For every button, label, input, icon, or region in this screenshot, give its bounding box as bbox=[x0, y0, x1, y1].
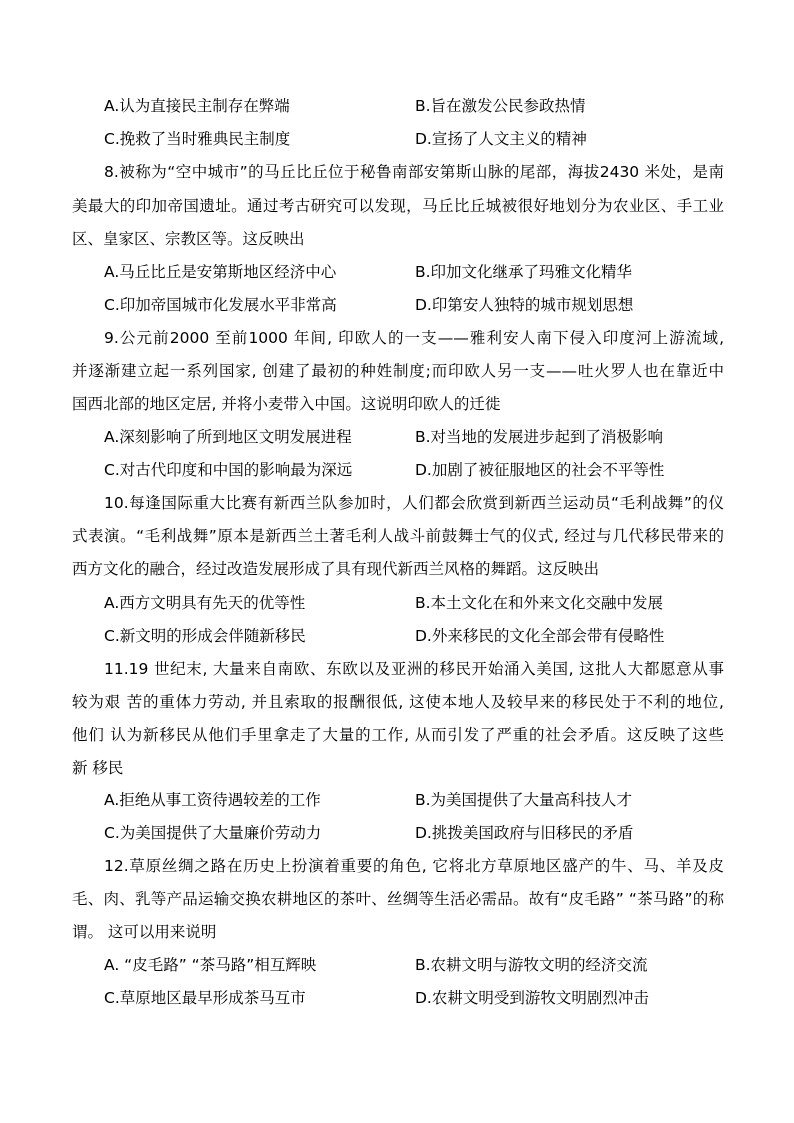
q10-option-d: D.外来移民的文化全部会带有侵略性 bbox=[415, 627, 665, 645]
q8-stem-line-2: 美最大的印加帝国遗址。通过考古研究可以发现，马丘比丘城被很好地划分为农业区、手工业 bbox=[72, 197, 724, 215]
q11-option-d: D.挑拨美国政府与旧移民的矛盾 bbox=[415, 824, 634, 842]
q7-option-d: D.宣扬了人文主义的精神 bbox=[415, 130, 587, 148]
q11-option-a: A.拒绝从事工资待遇较差的工作 bbox=[104, 791, 321, 809]
q9-stem-line-2: 并逐渐建立起一系列国家, 创建了最初的种姓制度;而印欧人另一支——吐火罗人也在靠近中 bbox=[72, 362, 724, 380]
q10-option-a: A.西方文明具有先天的优等性 bbox=[104, 594, 306, 612]
q10-option-b: B.本土文化在和外来文化交融中发展 bbox=[415, 594, 664, 612]
q8-stem-line-3: 区、皇家区、宗教区等。这反映出 bbox=[72, 230, 305, 248]
q11-stem-line-1: 11.19 世纪末, 大量来自南欧、东欧以及亚洲的移民开始涌入美国, 这批人大都愿意从事 bbox=[104, 660, 724, 678]
q8-option-b: B.印加文化继承了玛雅文化精华 bbox=[415, 263, 633, 281]
q7-option-a: A.认为直接民主制存在弊端 bbox=[104, 97, 290, 115]
q9-stem-line-1: 9.公元前2000 至前1000 年间, 印欧人的一支——雅利安人南下侵入印度河上游流域, bbox=[104, 329, 724, 347]
q9-option-c: C.对古代印度和中国的影响最为深远 bbox=[104, 461, 353, 479]
q11-stem-line-2: 较为艰 苦的重体力劳动, 并且索取的报酬很低, 这使本地人及较早来的移民处于不利的地位, bbox=[72, 693, 724, 711]
q9-option-a: A.深刻影响了所到地区文明发展进程 bbox=[104, 428, 352, 446]
q7-option-c: C.挽救了当时雅典民主制度 bbox=[104, 130, 291, 148]
q7-option-b: B.旨在激发公民参政热情 bbox=[415, 97, 586, 115]
q8-option-a: A.马丘比丘是安第斯地区经济中心 bbox=[104, 263, 337, 281]
q11-option-b: B.为美国提供了大量高科技人才 bbox=[415, 791, 633, 809]
q12-option-c: C.草原地区最早形成茶马互市 bbox=[104, 989, 306, 1007]
q12-stem-line-2: 毛、肉、乳等产品运输交换农耕地区的茶叶、丝绸等生活必需品。故有“皮毛路” “茶马路”的称 bbox=[72, 890, 724, 908]
q11-option-c: C.为美国提供了大量廉价劳动力 bbox=[104, 824, 322, 842]
q12-option-a: A. “皮毛路” “茶马路”相互辉映 bbox=[104, 956, 317, 974]
q8-option-c: C.印加帝国城市化发展水平非常高 bbox=[104, 296, 337, 314]
q8-option-d: D.印第安人独特的城市规划思想 bbox=[415, 296, 634, 314]
q10-stem-line-2: 式表演。“毛利战舞”原本是新西兰土著毛利人战斗前鼓舞士气的仪式, 经过与几代移民带来的 bbox=[72, 527, 724, 545]
q8-stem-line-1: 8.被称为“空中城市”的马丘比丘位于秘鲁南部安第斯山脉的尾部，海拔2430 米处，是南 bbox=[104, 163, 724, 181]
q10-option-c: C.新文明的形成会伴随新移民 bbox=[104, 627, 306, 645]
q12-stem-line-3: 谓。 这可以用来说明 bbox=[72, 923, 217, 941]
q10-stem-line-3: 西方文化的融合，经过改造发展形成了具有现代新西兰风格的舞蹈。这反映出 bbox=[72, 560, 600, 578]
q12-option-b: B.农耕文明与游牧文明的经济交流 bbox=[415, 956, 648, 974]
q12-option-d: D.农耕文明受到游牧文明剧烈冲击 bbox=[415, 989, 649, 1007]
q9-option-b: B.对当地的发展进步起到了消极影响 bbox=[415, 428, 664, 446]
q12-stem-line-1: 12.草原丝绸之路在历史上扮演着重要的角色, 它将北方草原地区盛产的牛、马、羊及皮 bbox=[104, 857, 724, 875]
q11-stem-line-4: 新 移民 bbox=[72, 759, 124, 777]
q11-stem-line-3: 他们 认为新移民从他们手里拿走了大量的工作, 从而引发了严重的社会矛盾。这反映了这些 bbox=[72, 726, 724, 744]
q9-option-d: D.加剧了被征服地区的社会不平等性 bbox=[415, 461, 665, 479]
q9-stem-line-3: 国西北部的地区定居, 并将小麦带入中国。这说明印欧人的迁徙 bbox=[72, 395, 501, 413]
q10-stem-line-1: 10.每逢国际重大比赛有新西兰队参加时，人们都会欣赏到新西兰运动员“毛利战舞”的仪 bbox=[104, 494, 724, 512]
